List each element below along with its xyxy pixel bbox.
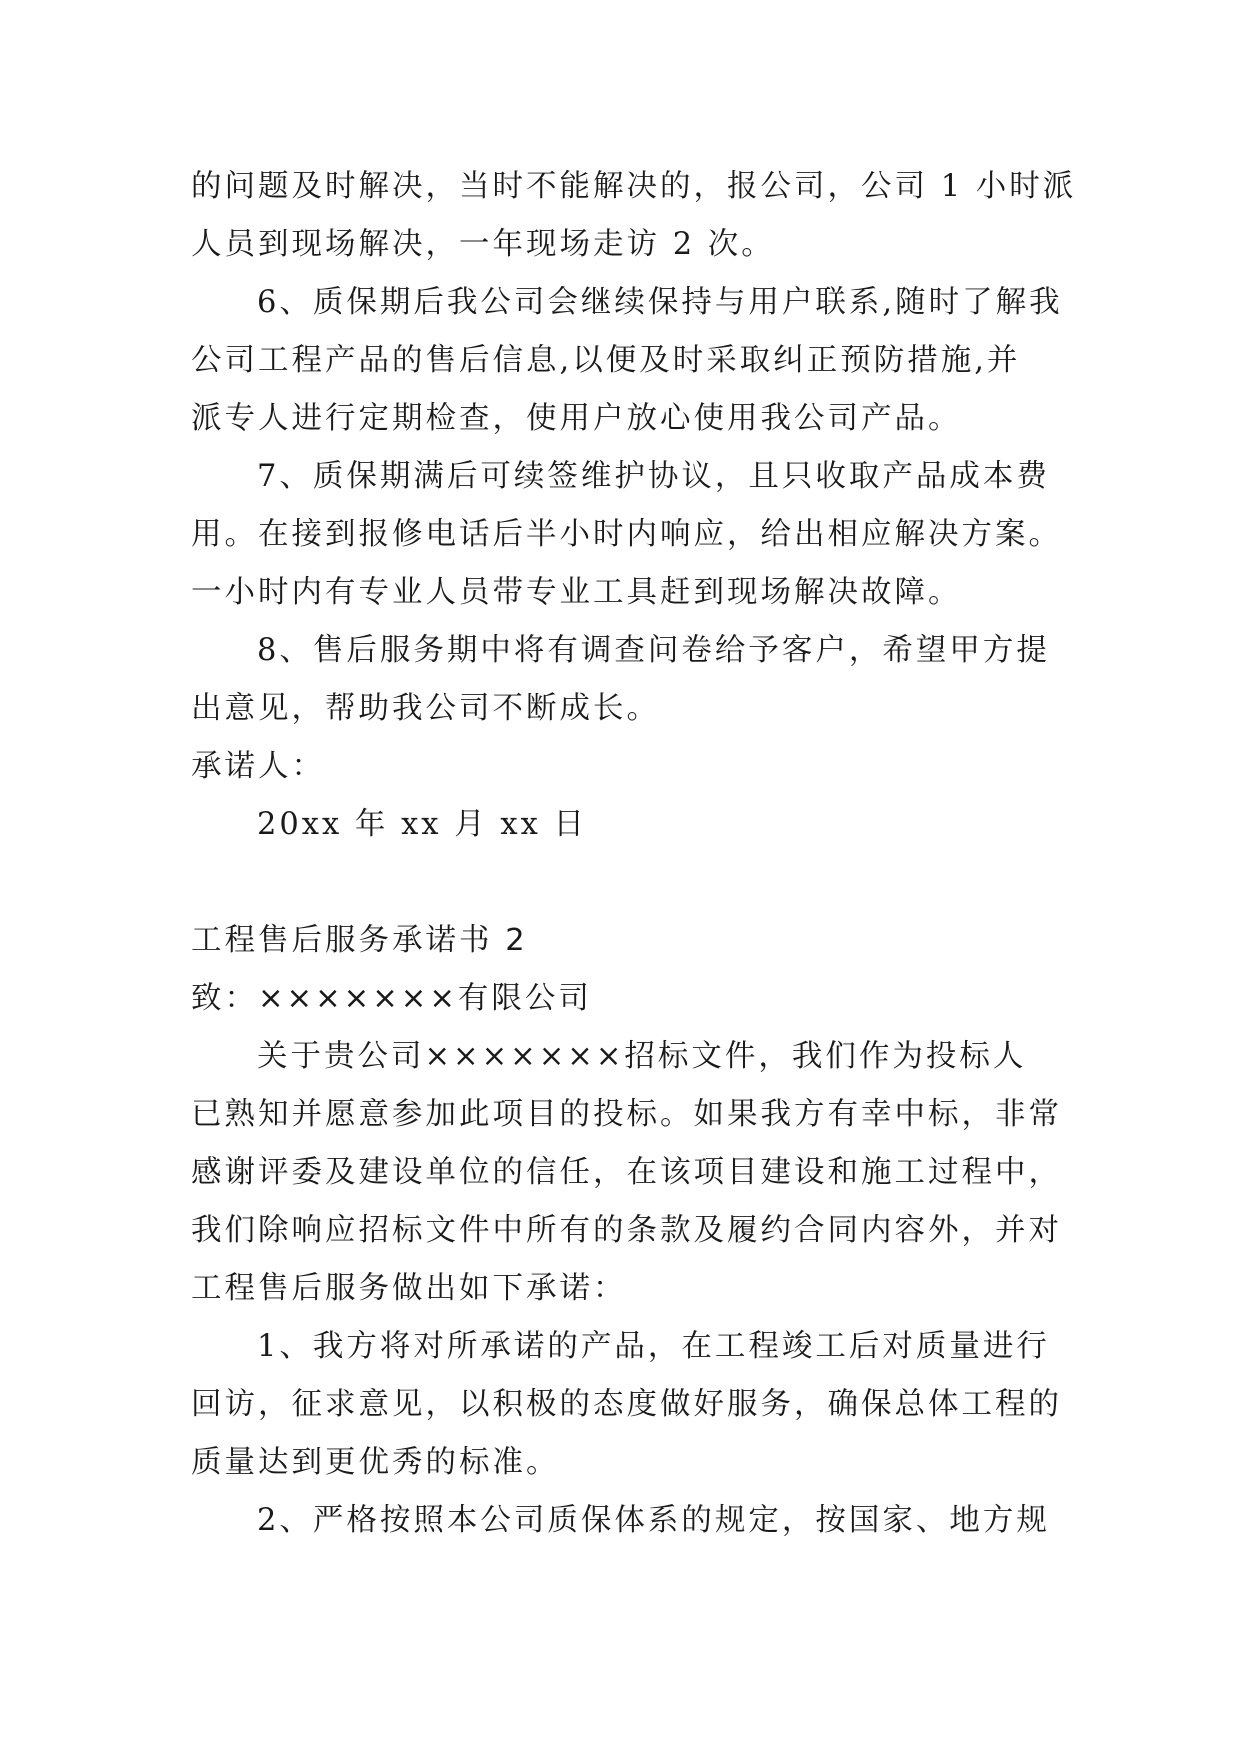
clause-1-line: 1、我方将对所承诺的产品，在工程竣工后对质量进行 [257, 1329, 1050, 1364]
paragraph-line: 出意见，帮助我公司不断成长。 [191, 691, 660, 726]
intro-line: 关于贵公司×××××××招标文件，我们作为投标人 [257, 1039, 1027, 1074]
paragraph-line: 回访，征求意见，以积极的态度做好服务，确保总体工程的 [191, 1387, 1062, 1422]
document-body [191, 158, 1077, 1550]
paragraph-line: 感谢评委及建设单位的信任，在该项目建设和施工过程中， [191, 1155, 1062, 1190]
paragraph-line: 质量达到更优秀的标准。 [191, 1445, 560, 1480]
paragraph-line: 派专人进行定期检查，使用户放心使用我公司产品。 [191, 401, 962, 436]
paragraph-line: 公司工程产品的售后信息,以便及时采取纠正预防措施,并 [191, 343, 1021, 378]
paragraph-line: 一小时内有专业人员带专业工具赶到现场解决故障。 [191, 575, 962, 610]
clause-7-line: 7、质保期满后可续签维护协议，且只收取产品成本费 [257, 459, 1050, 494]
paragraph-line: 的问题及时解决，当时不能解决的，报公司，公司 1 小时派 [191, 169, 1077, 204]
clause-6-line: 6、质保期后我公司会继续保持与用户联系,随时了解我 [257, 285, 1063, 320]
promiser-label: 承诺人： [191, 749, 325, 784]
paragraph-line: 人员到现场解决，一年现场走访 2 次。 [191, 227, 775, 262]
paragraph-line: 用。在接到报修电话后半小时内响应，给出相应解决方案。 [191, 517, 1062, 552]
section-title: 工程售后服务承诺书 2 [191, 923, 528, 958]
clause-8-line: 8、售后服务期中将有调查问卷给予客户，希望甲方提 [257, 633, 1050, 668]
signature-date: 20xx 年 xx 月 xx 日 [257, 807, 587, 842]
paragraph-line: 已熟知并愿意参加此项目的投标。如果我方有幸中标，非常 [191, 1097, 1062, 1132]
section-spacer [191, 854, 1066, 912]
clause-2-line: 2、严格按照本公司质保体系的规定，按国家、地方规 [257, 1503, 1050, 1538]
paragraph-line: 工程售后服务做出如下承诺： [191, 1271, 627, 1306]
addressee-line: 致：×××××××有限公司 [191, 981, 592, 1016]
paragraph-line: 我们除响应招标文件中所有的条款及履约合同内容外，并对 [191, 1213, 1062, 1248]
